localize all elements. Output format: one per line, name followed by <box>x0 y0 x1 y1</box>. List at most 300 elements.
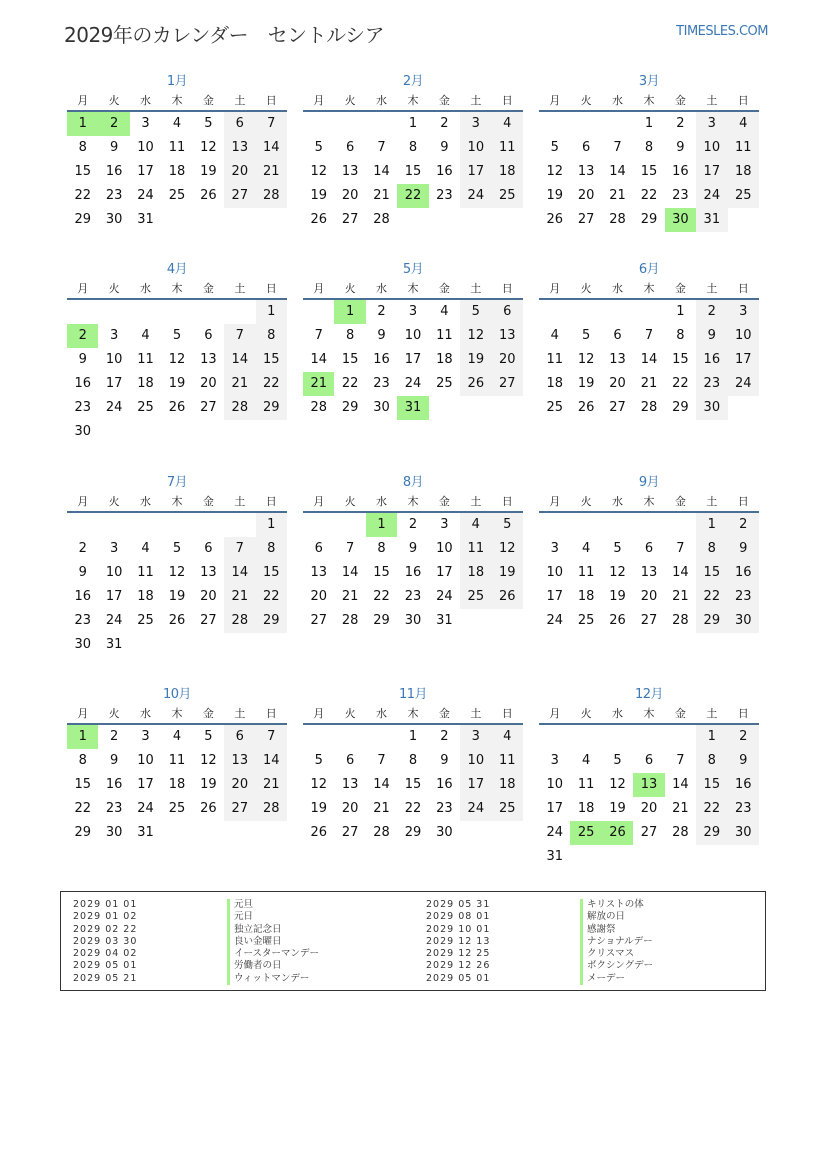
weekday-label: 土 <box>470 282 482 295</box>
holiday-day: 25 <box>570 821 601 845</box>
day-cell: 19 <box>609 589 626 604</box>
weekday-label: 月 <box>77 94 89 107</box>
holiday-date: 2029 05 01 <box>73 960 138 972</box>
weekday-label: 水 <box>376 94 388 107</box>
day-cell: 11 <box>577 565 595 580</box>
weekday-label: 水 <box>140 707 152 720</box>
weekday-label: 金 <box>438 495 450 508</box>
day-cell: 27 <box>200 613 217 628</box>
day-cell: 11 <box>728 136 759 160</box>
holiday-day: 26 <box>602 821 633 845</box>
day-cell: 31 <box>137 825 154 840</box>
day-cell: 15 <box>74 777 91 792</box>
empty-cell <box>570 513 601 537</box>
weekday-label: 日 <box>501 707 513 720</box>
weekday-label: 木 <box>171 94 183 107</box>
weekday-label: 火 <box>108 495 120 508</box>
day-cell: 29 <box>373 613 390 628</box>
day-cell: 5 <box>550 140 559 155</box>
day-cell: 14 <box>640 352 658 367</box>
day-cell: 9 <box>696 324 727 348</box>
day-cell: 27 <box>341 212 359 227</box>
weekday-label: 金 <box>674 707 686 720</box>
day-cell: 14 <box>341 565 359 580</box>
day-cell: 17 <box>728 348 759 372</box>
day-cell: 13 <box>341 164 359 179</box>
empty-cell <box>67 513 98 537</box>
day-cell: 30 <box>74 637 91 652</box>
day-cell: 2 <box>408 517 418 532</box>
weekday-label: 火 <box>580 707 592 720</box>
page-title: 2029年のカレンダー セントルシア <box>64 23 385 47</box>
day-cell: 13 <box>577 164 595 179</box>
day-cell: 29 <box>672 400 689 415</box>
day-cell: 19 <box>609 801 626 816</box>
day-cell: 9 <box>78 565 87 580</box>
day-cell: 18 <box>436 352 453 367</box>
day-cell: 26 <box>200 801 217 816</box>
day-cell: 26 <box>546 212 563 227</box>
day-cell: 19 <box>200 777 217 792</box>
day-cell: 4 <box>440 304 449 319</box>
weekday-label: 日 <box>737 282 749 295</box>
day-cell: 4 <box>492 112 523 136</box>
day-cell: 3 <box>109 541 119 556</box>
weekday-label: 水 <box>612 94 624 107</box>
day-cell: 10 <box>460 749 491 773</box>
month-name: 8月 <box>402 475 424 490</box>
month-block <box>67 686 287 845</box>
day-cell: 13 <box>341 777 359 792</box>
day-cell: 20 <box>224 773 255 797</box>
day-cell: 3 <box>141 116 150 131</box>
day-cell: 7 <box>676 753 685 768</box>
weekday-label: 月 <box>77 707 89 720</box>
weekday-label: 木 <box>643 282 655 295</box>
holiday-name: 労働者の日 <box>227 960 319 972</box>
day-cell: 10 <box>105 352 123 367</box>
day-cell: 19 <box>310 188 327 203</box>
day-cell: 28 <box>256 797 287 821</box>
day-cell: 7 <box>613 140 622 155</box>
legend-names-right <box>580 899 653 985</box>
empty-cell <box>633 725 664 749</box>
day-cell: 25 <box>546 400 563 415</box>
weekday-label: 土 <box>470 94 482 107</box>
day-cell: 27 <box>200 400 217 415</box>
month-block <box>303 686 523 845</box>
day-cell: 22 <box>74 801 91 816</box>
day-cell: 5 <box>204 729 213 744</box>
holiday-day: 2 <box>67 324 98 348</box>
holiday-day: 1 <box>67 725 98 749</box>
day-cell: 18 <box>460 561 491 585</box>
day-cell: 4 <box>581 541 591 556</box>
day-cell: 4 <box>172 116 182 131</box>
weekday-header <box>539 91 759 112</box>
day-cell: 5 <box>314 140 323 155</box>
holiday-day: 30 <box>665 208 696 232</box>
day-cell: 19 <box>546 188 563 203</box>
day-cell: 24 <box>696 184 727 208</box>
day-grid <box>303 513 523 633</box>
day-cell: 13 <box>224 136 255 160</box>
weekday-label: 金 <box>674 282 686 295</box>
day-cell: 1 <box>676 304 685 319</box>
day-cell: 27 <box>640 613 658 628</box>
day-cell: 17 <box>137 164 154 179</box>
month-block <box>303 474 523 633</box>
holiday-date: 2029 12 13 <box>426 935 491 947</box>
weekday-label: 水 <box>140 282 152 295</box>
day-cell: 16 <box>373 352 390 367</box>
empty-cell <box>303 725 334 749</box>
day-cell: 15 <box>404 777 422 792</box>
weekday-label: 月 <box>313 94 325 107</box>
day-cell: 8 <box>408 753 418 768</box>
day-cell: 4 <box>141 541 150 556</box>
day-cell: 12 <box>546 164 563 179</box>
day-cell: 21 <box>256 773 287 797</box>
day-cell: 24 <box>404 376 422 391</box>
weekday-label: 木 <box>171 282 183 295</box>
day-cell: 12 <box>310 164 327 179</box>
weekday-label: 火 <box>580 94 592 107</box>
day-cell: 30 <box>105 825 123 840</box>
weekday-header <box>303 91 523 112</box>
empty-cell <box>570 112 601 136</box>
day-cell: 10 <box>436 541 453 556</box>
weekday-label: 木 <box>643 495 655 508</box>
holiday-day: 1 <box>67 112 98 136</box>
day-cell: 21 <box>341 589 359 604</box>
weekday-label: 月 <box>77 282 89 295</box>
day-cell: 23 <box>696 372 727 396</box>
day-cell: 11 <box>546 352 563 367</box>
month-block <box>539 686 759 869</box>
day-cell: 9 <box>728 537 759 561</box>
day-cell: 6 <box>581 140 591 155</box>
empty-cell <box>539 513 570 537</box>
day-cell: 30 <box>373 400 390 415</box>
weekday-label: 金 <box>202 495 214 508</box>
weekday-label: 日 <box>265 282 277 295</box>
day-cell: 5 <box>460 300 491 324</box>
holiday-date: 2029 05 01 <box>426 972 491 984</box>
day-cell: 3 <box>460 112 491 136</box>
weekday-label: 日 <box>737 707 749 720</box>
day-cell: 18 <box>137 589 154 604</box>
month-name: 7月 <box>166 475 188 490</box>
day-cell: 9 <box>408 541 418 556</box>
day-cell: 22 <box>373 589 390 604</box>
day-cell: 27 <box>224 797 255 821</box>
weekday-header <box>539 492 759 513</box>
day-cell: 26 <box>310 212 327 227</box>
day-cell: 20 <box>200 589 217 604</box>
day-cell: 31 <box>436 613 453 628</box>
day-cell: 18 <box>577 589 595 604</box>
weekday-label: 金 <box>202 94 214 107</box>
day-cell: 3 <box>141 729 150 744</box>
day-cell: 22 <box>256 585 287 609</box>
weekday-label: 土 <box>470 707 482 720</box>
day-cell: 31 <box>546 849 563 864</box>
day-cell: 4 <box>492 725 523 749</box>
empty-cell <box>193 300 224 324</box>
day-cell: 3 <box>460 725 491 749</box>
holiday-date: 2029 03 30 <box>73 935 138 947</box>
weekday-label: 月 <box>549 707 561 720</box>
day-cell: 23 <box>436 801 453 816</box>
day-cell: 30 <box>696 396 727 420</box>
day-cell: 24 <box>105 400 123 415</box>
day-cell: 7 <box>314 328 323 343</box>
day-cell: 2 <box>109 729 119 744</box>
day-cell: 15 <box>696 773 727 797</box>
day-cell: 16 <box>696 348 727 372</box>
day-cell: 30 <box>105 212 123 227</box>
day-cell: 7 <box>256 725 287 749</box>
day-cell: 19 <box>200 164 217 179</box>
day-cell: 27 <box>492 372 523 396</box>
weekday-label: 土 <box>234 707 246 720</box>
day-cell: 13 <box>224 749 255 773</box>
month-block <box>303 73 523 232</box>
day-cell: 11 <box>436 328 453 343</box>
empty-cell <box>366 725 397 749</box>
weekday-label: 月 <box>77 495 89 508</box>
day-cell: 2 <box>440 116 449 131</box>
day-cell: 26 <box>168 613 186 628</box>
holiday-name: メーデー <box>580 973 653 985</box>
weekday-label: 日 <box>501 94 513 107</box>
empty-cell <box>67 300 98 324</box>
weekday-label: 金 <box>438 707 450 720</box>
empty-cell <box>224 300 255 324</box>
day-cell: 23 <box>105 188 123 203</box>
day-cell: 20 <box>577 188 595 203</box>
holiday-day: 21 <box>303 372 334 396</box>
empty-cell <box>130 513 161 537</box>
month-name: 2月 <box>402 74 424 89</box>
day-cell: 8 <box>696 537 727 561</box>
day-cell: 13 <box>200 352 217 367</box>
empty-cell <box>334 513 365 537</box>
weekday-label: 木 <box>407 707 419 720</box>
month-block <box>539 73 759 232</box>
weekday-label: 火 <box>108 282 120 295</box>
day-cell: 30 <box>728 609 759 633</box>
day-cell: 15 <box>640 164 658 179</box>
day-cell: 1 <box>696 513 727 537</box>
day-cell: 15 <box>696 561 727 585</box>
day-cell: 13 <box>200 565 217 580</box>
day-cell: 2 <box>728 725 759 749</box>
day-cell: 7 <box>644 328 654 343</box>
day-cell: 20 <box>640 801 658 816</box>
day-cell: 18 <box>728 160 759 184</box>
day-cell: 16 <box>672 164 689 179</box>
month-name: 12月 <box>634 687 664 702</box>
day-cell: 17 <box>436 565 453 580</box>
day-cell: 10 <box>137 140 154 155</box>
day-cell: 6 <box>345 753 355 768</box>
brand-link[interactable]: TIMESLES.COM <box>676 24 768 39</box>
day-cell: 12 <box>460 324 491 348</box>
weekday-label: 土 <box>470 495 482 508</box>
day-cell: 29 <box>404 825 422 840</box>
day-cell: 31 <box>137 212 154 227</box>
empty-cell <box>161 513 192 537</box>
weekday-label: 土 <box>706 707 718 720</box>
day-cell: 11 <box>168 753 186 768</box>
holiday-name: 元日 <box>227 911 319 923</box>
day-cell: 27 <box>640 825 658 840</box>
day-cell: 24 <box>546 613 563 628</box>
day-grid <box>67 300 287 444</box>
legend-dates-right <box>426 899 490 985</box>
day-cell: 23 <box>436 188 453 203</box>
day-cell: 6 <box>224 725 255 749</box>
weekday-label: 金 <box>202 707 214 720</box>
day-cell: 10 <box>460 136 491 160</box>
empty-cell <box>570 300 601 324</box>
holiday-day: 13 <box>633 773 664 797</box>
day-cell: 5 <box>314 753 323 768</box>
day-cell: 13 <box>640 565 658 580</box>
day-cell: 1 <box>256 513 287 537</box>
day-cell: 25 <box>492 184 523 208</box>
day-cell: 20 <box>341 188 359 203</box>
day-cell: 31 <box>696 208 727 232</box>
day-cell: 13 <box>609 352 626 367</box>
day-cell: 21 <box>640 376 658 391</box>
day-cell: 5 <box>613 753 622 768</box>
day-cell: 12 <box>609 565 626 580</box>
day-cell: 15 <box>256 561 287 585</box>
day-cell: 30 <box>728 821 759 845</box>
day-cell: 15 <box>672 352 689 367</box>
day-grid <box>539 725 759 869</box>
month-block <box>539 261 759 420</box>
day-cell: 17 <box>696 160 727 184</box>
day-cell: 28 <box>341 613 359 628</box>
day-cell: 10 <box>546 565 563 580</box>
day-cell: 10 <box>105 565 123 580</box>
month-block <box>539 474 759 633</box>
day-cell: 7 <box>224 537 255 561</box>
day-cell: 7 <box>224 324 255 348</box>
empty-cell <box>98 513 129 537</box>
day-cell: 11 <box>492 136 523 160</box>
weekday-label: 水 <box>140 94 152 107</box>
day-cell: 16 <box>728 561 759 585</box>
day-cell: 18 <box>492 773 523 797</box>
month-block <box>67 73 287 232</box>
day-cell: 2 <box>676 116 685 131</box>
day-cell: 10 <box>696 136 727 160</box>
day-cell: 23 <box>74 613 91 628</box>
day-cell: 16 <box>74 589 91 604</box>
empty-cell <box>303 112 334 136</box>
day-cell: 2 <box>78 541 87 556</box>
empty-cell <box>130 300 161 324</box>
day-cell: 9 <box>109 753 119 768</box>
day-cell: 20 <box>310 589 327 604</box>
day-cell: 6 <box>492 300 523 324</box>
day-cell: 2 <box>440 729 449 744</box>
holiday-date: 2029 01 02 <box>73 911 138 923</box>
day-cell: 20 <box>492 348 523 372</box>
day-cell: 27 <box>577 212 595 227</box>
day-cell: 22 <box>341 376 359 391</box>
day-cell: 18 <box>168 164 186 179</box>
holiday-name: クリスマス <box>580 948 653 960</box>
day-cell: 2 <box>377 304 386 319</box>
day-cell: 16 <box>404 565 422 580</box>
day-cell: 8 <box>256 324 287 348</box>
weekday-label: 水 <box>612 282 624 295</box>
day-cell: 1 <box>644 116 654 131</box>
weekday-label: 木 <box>407 94 419 107</box>
weekday-label: 日 <box>265 94 277 107</box>
weekday-header <box>67 279 287 300</box>
holiday-name: キリストの体 <box>580 899 653 911</box>
month-name: 1月 <box>166 74 188 89</box>
month-name: 11月 <box>398 687 428 702</box>
day-cell: 9 <box>676 140 685 155</box>
day-cell: 6 <box>644 753 654 768</box>
weekday-header <box>67 91 287 112</box>
day-cell: 12 <box>200 753 217 768</box>
day-cell: 8 <box>377 541 386 556</box>
day-grid <box>303 300 523 420</box>
day-cell: 22 <box>640 188 658 203</box>
holiday-date: 2029 04 02 <box>73 948 138 960</box>
day-cell: 3 <box>440 517 449 532</box>
day-cell: 3 <box>550 753 559 768</box>
holiday-legend <box>60 891 766 991</box>
day-cell: 27 <box>310 613 327 628</box>
day-cell: 25 <box>436 376 453 391</box>
weekday-label: 土 <box>706 94 718 107</box>
day-cell: 28 <box>672 825 689 840</box>
day-cell: 18 <box>546 376 563 391</box>
day-cell: 11 <box>168 140 186 155</box>
day-cell: 19 <box>460 348 491 372</box>
day-cell: 12 <box>200 140 217 155</box>
weekday-header <box>303 704 523 725</box>
day-cell: 25 <box>137 400 154 415</box>
day-cell: 16 <box>436 777 453 792</box>
empty-cell <box>665 725 696 749</box>
day-cell: 7 <box>256 112 287 136</box>
weekday-header <box>303 492 523 513</box>
weekday-label: 火 <box>108 707 120 720</box>
day-cell: 17 <box>105 376 123 391</box>
month-name: 6月 <box>638 262 660 277</box>
empty-cell <box>665 513 696 537</box>
day-cell: 7 <box>676 541 685 556</box>
legend-names-left <box>227 899 319 985</box>
day-cell: 12 <box>310 777 327 792</box>
weekday-label: 日 <box>501 282 513 295</box>
empty-cell <box>633 513 664 537</box>
weekday-label: 火 <box>344 495 356 508</box>
day-cell: 14 <box>256 749 287 773</box>
day-cell: 10 <box>546 777 563 792</box>
